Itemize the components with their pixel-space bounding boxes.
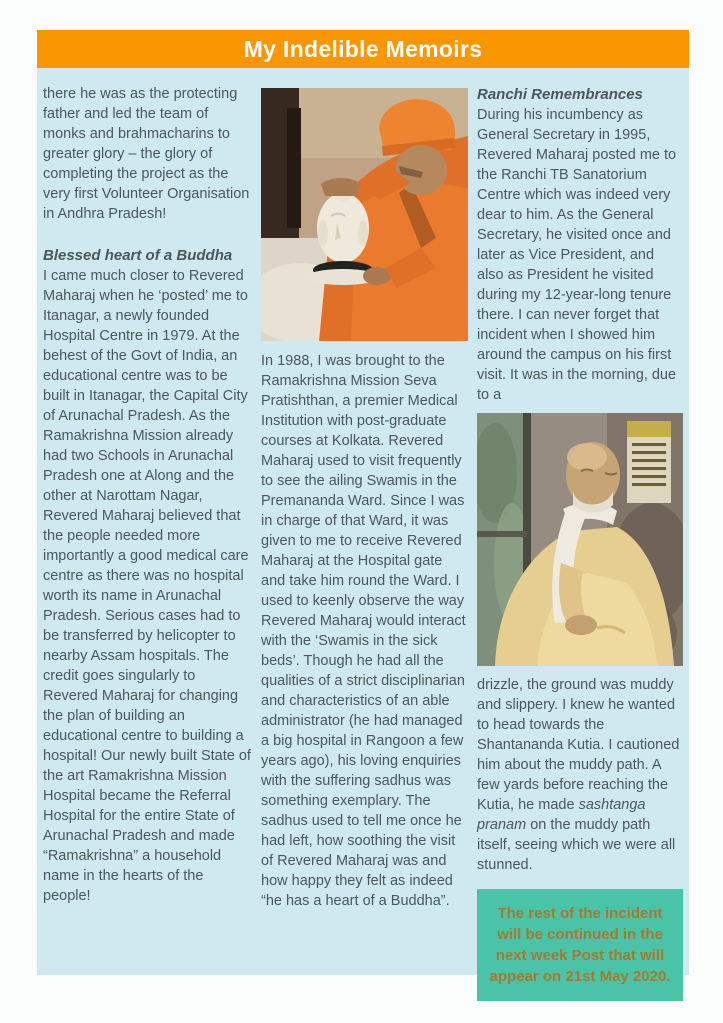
page-title: My Indelible Memoirs (243, 35, 483, 62)
left-heading-blessed-heart: Blessed heart of a Buddha (43, 247, 233, 264)
right-paragraph-2-text-end: on the muddy path itself, seeing which we were all stunned. (477, 817, 676, 873)
right-paragraph-2 (477, 675, 683, 875)
page-header (37, 30, 689, 68)
monk-with-buddha-head-illustration (261, 88, 468, 341)
photo-monk-with-buddha-head (261, 88, 468, 341)
column-middle (261, 84, 468, 975)
right-paragraph-1: During his incumbency as General Secretary in 1995, Revered Maharaj posted me to the Ranchi TB Sanatorium Centre which was indeed very dear to him. As the General Secretary, he visited once and later as Vice President, and also as President he visited during my 12-year-long tenure there. I can never forget that incident when I showed him around the campus on his first visit. It was in the morning, due to a (477, 107, 677, 403)
newsletter-body (37, 68, 689, 985)
right-paragraph-2-text: drizzle, the ground was muddy and slippery. I knew he wanted to head towards the Shantananda Kutia. I cautioned him about the muddy path. A few yards before reaching the Kutia, he made (477, 677, 680, 813)
column-right (477, 84, 683, 985)
right-heading-ranchi-remembrances: Ranchi Remembrances (477, 86, 643, 103)
left-paragraph-1: there he was as the protecting father and led the team of monks and brahmacharins to greater glory – the glory of completing the project as the very first Volunteer Organisation in Andhra Pradesh! (43, 86, 250, 222)
right-paragraph-2-italic-term: sashtanga pranam (477, 797, 646, 833)
left-paragraph-2: I came much closer to Revered Maharaj when he ‘posted’ me to Itanagar, a newly founded Hospital Centre in 1979. At the behest of the Govt of India, an educational centre was to be built in Itanagar, the Capital City of Arunachal Pradesh. As the Ramakrishna Mission already had two Schools in Arunachal Pradesh one at Along and the other at Narottam Nagar, Revered Maharaj believed that the people needed more importantly a good medical care centre as there was no hospital worth its name in Arunachal Pradesh. Serious cases had to be transferred by helicopter to nearby Assam hospitals. The credit goes singularly to Revered Maharaj for changing the plan of building an educational centre to building a hospital! Our newly built State of the art Ramakrishna Mission Hospital became the Referral Hospital for the entire State of Arunachal Pradesh and made “Ramakrishna” a household name in the hearts of the people! (43, 268, 251, 904)
photo-seated-elderly-monk (477, 413, 683, 666)
middle-paragraph-1: In 1988, I was brought to the Ramakrishna Mission Seva Pratishthan, a premier Medical Institution with post-graduate courses at Kolkata. Revered Maharaj used to visit frequently to see the ailing Swamis in the Premananda Ward. Since I was in charge of that Ward, it was given to me to receive Revered Maharaj at the Hospital gate and take him round the Ward. I used to keenly observe the way Revered Maharaj would interact with the ‘Swamis in the sick beds’. Though he had all the qualities of a strict disciplinarian and characteristics of an able administrator (he had managed a big hospital in Rangoon a few years ago), his loving enquiries with the suffering sadhus was something exemplary. The sadhus used to tell me once he had left, how soothing the visit of Revered Maharaj was and how happy they felt as indeed “he has a heart of a Buddha”. (261, 353, 466, 909)
column-left (43, 84, 252, 975)
spacer (43, 224, 252, 245)
continuation-notice: The rest of the incident will be continued in the next week Post that will appear on 21st May 2020. (477, 889, 683, 1001)
seated-elderly-monk-illustration (477, 413, 683, 666)
